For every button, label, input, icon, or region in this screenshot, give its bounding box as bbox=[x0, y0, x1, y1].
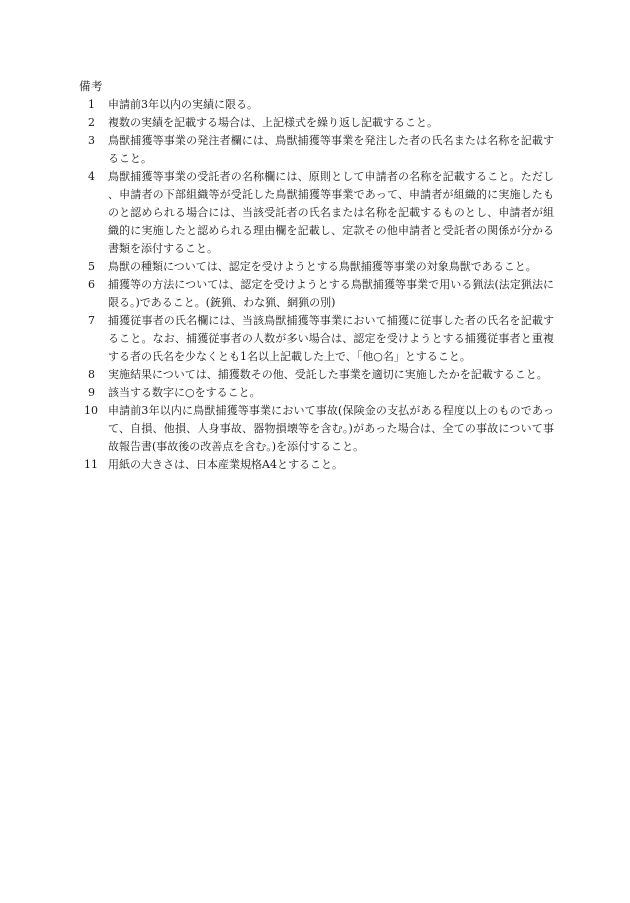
note-number: 7 bbox=[88, 314, 95, 327]
note-item bbox=[88, 114, 554, 132]
note-number: 4 bbox=[88, 170, 95, 183]
note-text: 捕獲従事者の氏名欄には、当該鳥獣捕獲等事業において捕獲に従事した者の氏名を記載すること。なお、捕獲従事者の人数が多い場合は、認定を受けようとする捕獲従事者と重複する者の氏名を少なくとも1名以上記載した上で、「他○名」とすること。 bbox=[108, 314, 554, 363]
note-item bbox=[88, 168, 554, 258]
note-number: 5 bbox=[88, 260, 95, 273]
note-item bbox=[84, 402, 554, 456]
note-number: 1 bbox=[88, 98, 95, 111]
note-text: 申請前3年以内に鳥獣捕獲等事業において事故(保険金の支払がある程度以上のものであって、自損、他損、人身事故、器物損壊等を含む。)があった場合は、全ての事故について事故報告書(事故後の改善点を含む。)を添付すること。 bbox=[108, 404, 554, 453]
note-item bbox=[88, 366, 554, 384]
note-item bbox=[88, 132, 554, 168]
note-item bbox=[88, 96, 554, 114]
note-number: 11 bbox=[84, 458, 98, 471]
note-text: 鳥獣捕獲等事業の発注者欄には、鳥獣捕獲等事業を発注した者の氏名または名称を記載すること。 bbox=[108, 134, 554, 165]
note-text: 申請前3年以内の実績に限る。 bbox=[108, 98, 258, 111]
note-text: 鳥獣の種類については、認定を受けようとする鳥獣捕獲等事業の対象鳥獣であること。 bbox=[108, 260, 537, 273]
note-number: 8 bbox=[88, 368, 95, 381]
note-item bbox=[88, 312, 554, 366]
note-text: 捕獲等の方法については、認定を受けようとする鳥獣捕獲等事業で用いる猟法(法定猟法に限る。)であること。(銃猟、わな猟、網猟の別) bbox=[108, 278, 554, 309]
notes-list bbox=[84, 96, 554, 474]
note-number: 6 bbox=[88, 278, 95, 291]
note-text: 複数の実績を記載する場合は、上記様式を繰り返し記載すること。 bbox=[108, 116, 438, 129]
note-item bbox=[88, 258, 554, 276]
note-item bbox=[84, 456, 554, 474]
note-item bbox=[88, 276, 554, 312]
note-number: 9 bbox=[88, 386, 95, 399]
note-text: 用紙の大きさは、日本産業規格A4とすること。 bbox=[108, 458, 343, 471]
note-number: 2 bbox=[88, 116, 95, 129]
note-number: 10 bbox=[84, 404, 98, 417]
note-number: 3 bbox=[88, 134, 95, 147]
notes-heading: 備考 bbox=[79, 79, 103, 93]
note-text: 鳥獣捕獲等事業の受託者の名称欄には、原則として申請者の名称を記載すること。ただし、申請者の下部組織等が受託した鳥獣捕獲等事業であって、申請者が組織的に実施したものと認められる場合には、当該受託者の氏名または名称を記載するものとし、申請者が組織的に実施したと認められる理由欄を記載し、定款その他申請者と受託者の関係が分かる書類を添付すること。 bbox=[108, 170, 554, 255]
note-item bbox=[88, 384, 554, 402]
note-text: 実施結果については、捕獲数その他、受託した事業を適切に実施したかを記載すること。 bbox=[108, 368, 548, 381]
note-text: 該当する数字に○をすること。 bbox=[108, 386, 261, 399]
